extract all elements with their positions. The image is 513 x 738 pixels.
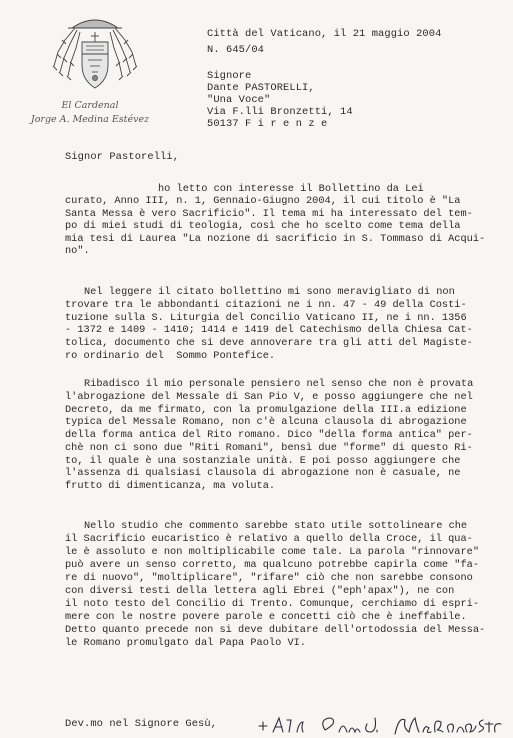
text-line: frutto di dimenticanza, ma voluta. xyxy=(65,480,276,492)
text-line: po di miei studi di teologia, così che ho scelto come tema della xyxy=(65,220,461,232)
text-line: chè non ci sono due "Riti Romani", bensì due "forme" di questo Ri- xyxy=(65,442,473,454)
text-line: to, il quale è una sostanziale unità. E poi posso aggiungere che xyxy=(65,455,461,467)
text-line: trovare tra le abbondanti citazioni ne i nn. 47 - 49 della Costi- xyxy=(65,299,467,311)
recipient-line: "Una Voce" xyxy=(207,94,271,106)
recipient-line: Dante PASTORELLI, xyxy=(207,82,315,94)
recipient-line: 50137 F i r e n z e xyxy=(207,118,328,130)
text-line: Nel leggere il citato bollettino mi sono meravigliato di non xyxy=(84,286,455,298)
text-line: Detto quanto precede non si deve dubitare dell'ortodossia del Messa- xyxy=(65,624,486,636)
text-line: tuzione sulla S. Liturgia del Concilio Vaticano II, ne i nn. 1356 xyxy=(65,312,467,324)
text-line: Santa Messa è vero Sacrificio". Il tema mi ha interessato del tem- xyxy=(65,208,473,220)
coat-of-arms-icon xyxy=(50,10,140,95)
text-line: l'abrogazione del Messale di San Pio V, e posso aggiungere che nel xyxy=(65,391,473,403)
text-line: ho letto con interesse il Bollettino da Lei xyxy=(158,183,424,195)
text-line: - 1372 e 1409 - 1410; 1414 e 1419 del Catechismo della Chiesa Cat- xyxy=(65,324,473,336)
text-line: il noto testo del Concilio di Trento. Comunque, cerchiamo di espri- xyxy=(65,598,480,610)
sender-title: El Cardenal xyxy=(61,100,119,111)
text-line: mere con le nostre povere parole e concetti ciò che è ineffabile. xyxy=(65,611,467,623)
text-line: Nello studio che commento sarebbe stato utile sottolineare che xyxy=(84,520,468,532)
text-line: le è assoluto e non moltiplicabile come tale. La parola "rinnovare" xyxy=(65,546,480,558)
text-line: può avere un senso corretto, ma qualcuno potrebbe capirla come "fa- xyxy=(65,559,480,571)
text-line: curato, Anno III, n. 1, Gennaio-Giugno 2004, il cui titolo è "La xyxy=(65,195,461,207)
text-line: Decreto, da me firmato, con la promulgazione della III.a edizione xyxy=(65,404,467,416)
text-line: ro ordinario del Sommo Pontefice. xyxy=(65,350,276,362)
text-line: l'assenza di qualsiasi clausola di abrogazione non è casuale, ne xyxy=(65,467,461,479)
closing: Dev.mo nel Signore Gesù, xyxy=(65,718,218,730)
salutation: Signor Pastorelli, xyxy=(65,151,180,163)
text-line: tolica, documento che si deve annoverare tra gli atti del Magiste- xyxy=(65,337,473,349)
text-line: re di nuovo", "moltiplicare", "rifare" ciò che non sarebbe consono xyxy=(65,572,473,584)
text-line: Ribadisco il mio personale pensiero nel senso che non è provata xyxy=(84,378,474,390)
recipient-line: Signore xyxy=(207,70,252,82)
text-line: mia tesi di Laurea "La nozione di sacrificio in S. Tommaso di Acqui- xyxy=(65,233,486,245)
text-line: della forma antica del Rito romano. Dico "della forma antica" per- xyxy=(65,429,473,441)
place-date: Città del Vaticano, il 21 maggio 2004 xyxy=(207,28,442,40)
recipient-line: Via F.lli Bronzetti, 14 xyxy=(207,106,353,118)
text-line: typica del Messale Romano, non c'è alcuna clausola di abrogazione xyxy=(65,416,467,428)
text-line: con diversi testi della lettera agli Ebrei ("eph'apax"), ne con xyxy=(65,585,455,597)
handwritten-signature-icon xyxy=(255,712,505,738)
text-line: il Sacrificio eucaristico è relativo a quello della Croce, il qua- xyxy=(65,533,473,545)
text-line: no". xyxy=(65,245,90,257)
sender-name: Jorge A. Medina Estévez xyxy=(30,114,150,125)
text-line: le Romano promulgato dal Papa Paolo VI. xyxy=(65,637,306,649)
protocol-number: N. 645/04 xyxy=(207,44,265,56)
